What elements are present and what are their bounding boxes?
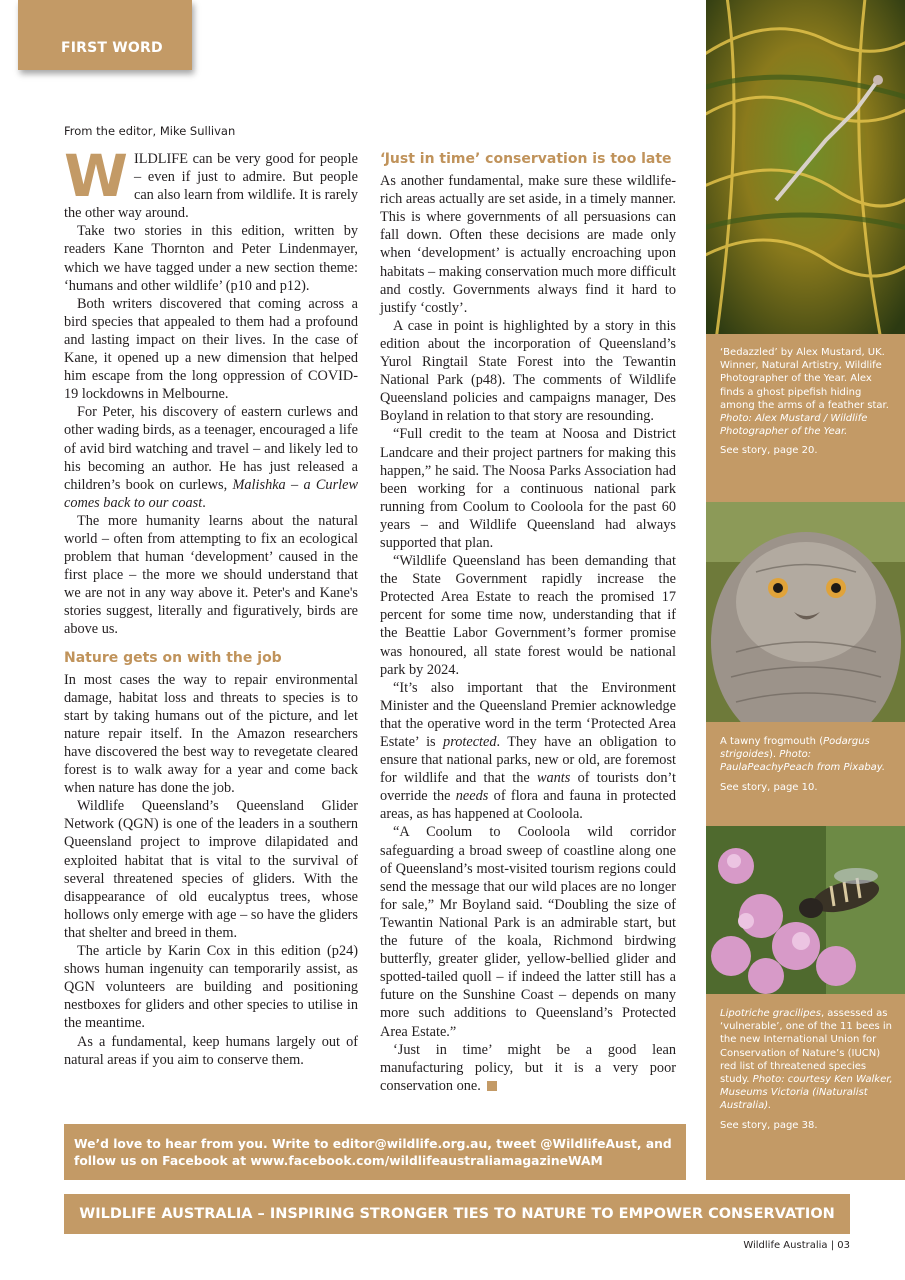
paragraph: A case in point is highlighted by a story in this edition about the incorporation of Queensland’s Yurol Ringtail State Forest into the Tewantin National Park (p48). The comments of Wildlife Queensland policies and campaigns manager, Des Boyland in relation to that story are resounding. — [380, 317, 676, 425]
paragraph: ‘Just in time’ might be a good lean manufacturing policy, but it is a very poor conservation one. — [380, 1041, 676, 1094]
paragraph: As another fundamental, make sure these wildlife-rich areas actually are set aside, in a timely manner. This is where governments of all persuasions can fall down. Often these decisions are made only when ‘development’ is actually encroaching upon habitats – making conservation much more difficult and costly. Governments always find it hard to justify ‘costly’. — [380, 173, 676, 316]
see-story-link: See story, page 20. — [720, 445, 818, 457]
byline: From the editor, Mike Sullivan — [64, 124, 236, 138]
paragraph: As a fundamental, keep humans largely out of natural areas if you aim to conserve them. — [64, 1033, 358, 1068]
paragraph: “Full credit to the team at Noosa and District Landcare and their project partners for making this happen,” he said. The Noosa Parks Association had been working for a continuous national park running from Coolum to Cooloola for the past 60 years – and Wildlife Queensland had always supported that plan. — [380, 426, 676, 551]
see-story-link: See story, page 10. — [720, 781, 818, 793]
page-folio: Wildlife Australia | 03 — [743, 1240, 850, 1251]
paragraph: “It’s also important that the Environment Minister and the Queensland Premier acknowledge that the operative word in the term ‘Protected Area Estate’ is protected. They have an obligation to ensure that national parks, new or old, are foremost for wildlife and that the wants of tourists don’t override the needs of flora and fauna in protected areas, as has happened at Cooloola. — [380, 679, 676, 823]
paragraph: “Wildlife Queensland has been demanding that the State Government rapidly increase the Protected Area Estate to reach the promised 17 percent for some time now, understanding that if the Beattie Labor Government’s former promise was honoured, all state forest would be national park by 2024. — [380, 553, 676, 678]
contact-text: We’d love to hear from you. Write to editor@wildlife.org.au, tweet @WildlifeAust, and follow us on Facebook at www.facebook.com/wildlifeaustraliamagazineWAM — [74, 1137, 672, 1168]
intro-paragraph: WILDLIFE can be very good for people – even if just to admire. But people can also learn from wildlife. It is rarely the other way around. — [64, 142, 358, 222]
frogmouth-photo — [706, 502, 905, 722]
pipefish-caption: ‘Bedazzled’ by Alex Mustard, UK. Winner, Natural Artistry, Wildlife Photographer of the Year. Alex finds a ghost pipefish hiding among the arms of a feather star. Photo: Alex Mustard / Wildlife Photographer of the Year. See story, page 20. — [720, 346, 896, 458]
tagline-banner — [64, 1194, 850, 1234]
frogmouth-caption: A tawny frogmouth (Podargus strigoides). Photo: PaulaPeachyPeach from Pixabay. See story, page 10. — [720, 735, 896, 794]
left-column — [64, 142, 358, 1069]
contact-callout — [64, 1124, 686, 1180]
section-heading: ‘Just in time’ conservation is too late — [380, 151, 672, 167]
section-label: FIRST WORD — [61, 40, 163, 56]
tagline-text: WILDLIFE AUSTRALIA – INSPIRING STRONGER TIES TO NATURE TO EMPOWER CONSERVATION — [79, 1206, 835, 1222]
section-heading: Nature gets on with the job — [64, 649, 282, 666]
paragraph: The article by Karin Cox in this edition (p24) shows human ingenuity can temporarily assist, as QGN volunteers are building and positioning nestboxes for gliders and other species to utilise in the meantime. — [64, 943, 358, 1032]
photo-sidebar — [706, 0, 905, 1180]
paragraph: Wildlife Queensland’s Queensland Glider Network (QGN) is one of the leaders in a southern Queensland project to improve dilapidated and exploited habitat that is vital to the survival of several threatened species of gliders. With the disappearance of old eucalyptus trees, whose hollows only emerge with age – so have the gliders that shelter and breed in them. — [64, 798, 358, 941]
paragraph: The more humanity learns about the natural world – often from attempting to fix an ecological problem that human ‘development’ caused in the first place – the more we should understand that we are not in any way above it. Peter's and Kane's stories suggest, literally and figuratively, birds are above us. — [64, 512, 358, 638]
pipefish-photo — [706, 0, 905, 334]
bee-photo — [706, 826, 905, 994]
paragraph: In most cases the way to repair environmental damage, habitat loss and threats to species is to start by taking humans out of the picture, and let nature repair itself. In the Amazon researchers have discovered the best way to revegetate cleared forest is to walk away for a year and come back when nature has done the job. — [64, 671, 358, 797]
end-mark — [487, 1081, 497, 1091]
paragraph: Both writers discovered that coming across a bird species that appealed to them had a profound and lasting impact on their lives. In the case of Kane, it opened up a new dimension that helped him escape from the long oppression of COVID-19 lockdowns in Melbourne. — [64, 295, 358, 403]
book-title: Malishka – a Curlew comes back to our coast — [64, 476, 358, 511]
bee-caption: Lipotriche gracilipes, assessed as ‘vulnerable’, one of the 11 bees in the new International Union for Conservation of Nature’s (IUCN) red list of threatened species study. Photo: courtesy Ken Walker, Museums Victoria (iNaturalist Australia). See story, page 38. — [720, 1007, 896, 1132]
see-story-link: See story, page 38. — [720, 1119, 818, 1131]
paragraph: Take two stories in this edition, written by readers Kane Thornton and Peter Lindenmayer, which we have tagged under a new section theme: ‘humans and other wildlife’ (p10 and p12). — [64, 223, 358, 294]
paragraph: For Peter, his discovery of eastern curlews and other wading birds, as a teenager, encouraged a life of avid bird watching and travel – and likely led to his becoming an author. He has just released a children’s book on curlews, Malishka – a Curlew comes back to our coast. — [64, 404, 358, 511]
middle-column — [380, 150, 676, 1095]
paragraph: “A Coolum to Cooloola wild corridor safeguarding a broad sweep of coastline along one of Queensland’s most-visited tourism regions could send the message that our wild places are no longer for sale,” Mr Boyland said. “Doubling the size of Tewantin National Park is an admirable start, but the future of the koala, Richmond birdwing butterfly, greater glider, yellow-bellied glider and spotted-tailed quoll – if indeed the latter still has a future on the Sunshine Coast – depends on many more such additions to Queensland’s Protected Area Estate.” — [380, 824, 676, 1040]
drop-cap: W — [64, 142, 128, 210]
section-tab — [18, 0, 192, 70]
